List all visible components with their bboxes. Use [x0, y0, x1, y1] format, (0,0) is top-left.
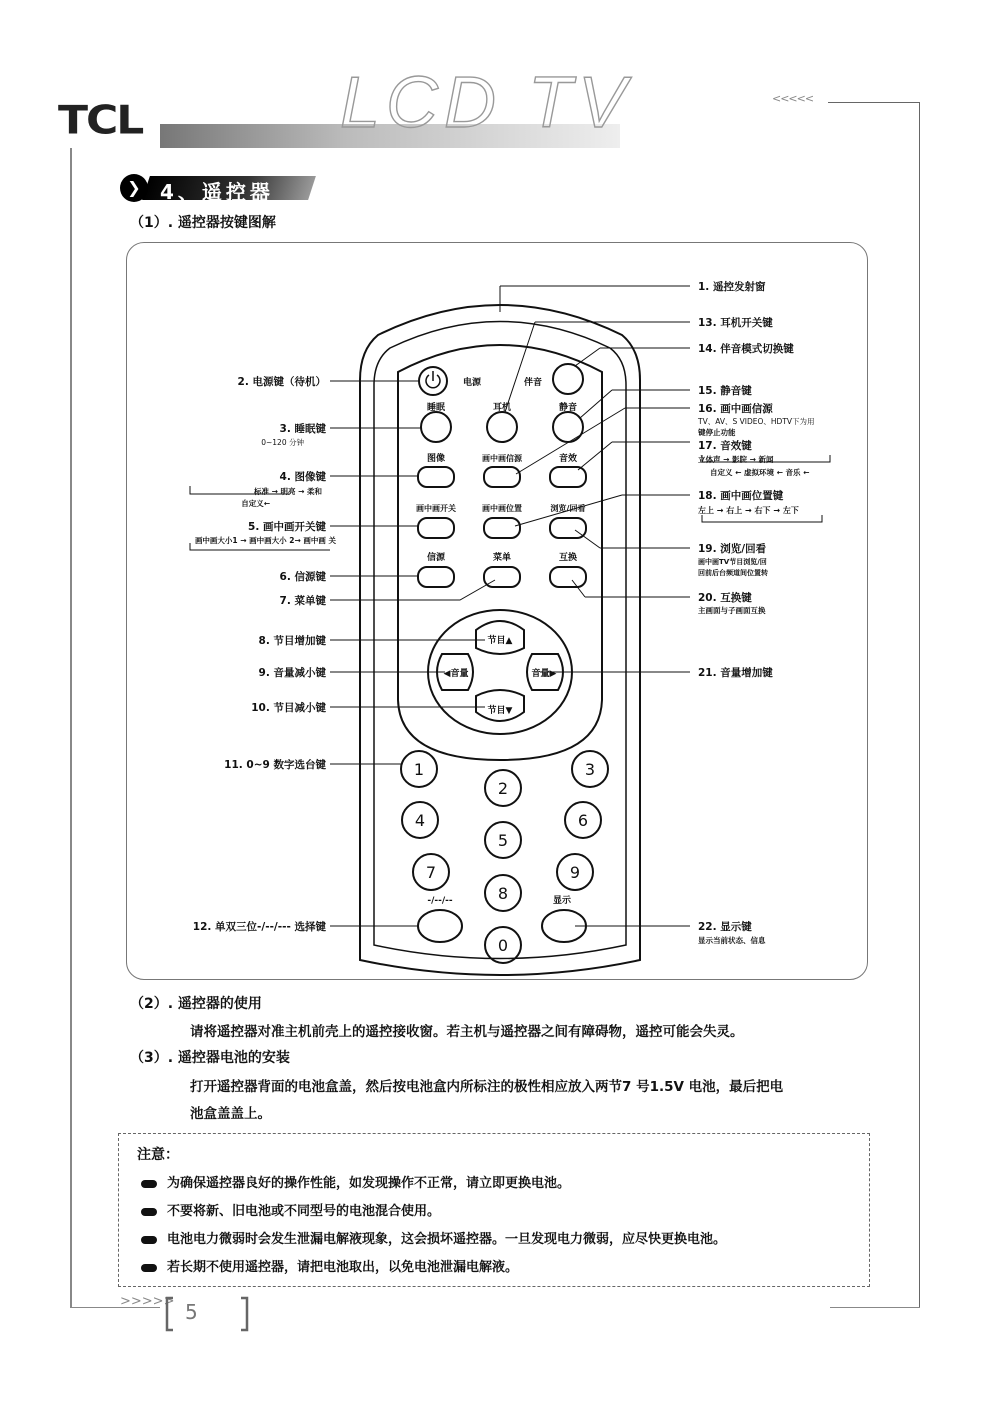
product-title: LCD TV	[340, 63, 633, 143]
usage-paragraph: 请将遥控器对准主机前壳上的遥控接收窗。若主机与遥控器之间有障碍物，遥控可能会失灵。	[190, 1024, 744, 1040]
label-picture-modes: 标准 → 明亮 → 柔和	[253, 487, 322, 496]
pip-switch-button	[418, 518, 454, 538]
pip-source-button	[484, 467, 520, 487]
picture-button	[418, 467, 454, 487]
pip-pos-label: 画中画位置	[482, 504, 522, 513]
browse-button	[550, 518, 586, 538]
page-arrows: >>>>>	[120, 1294, 175, 1309]
page-number: 5	[185, 1300, 198, 1324]
label-picture-custom: 自定义←	[241, 499, 270, 508]
label-digit-mode-key: 12. 单双三位-/--/--- 选择键	[192, 921, 326, 933]
digit-6-label: 6	[577, 811, 589, 830]
label-audio-key: 17. 音效键	[698, 440, 752, 452]
notes-item: 若长期不使用遥控器，请把电池取出，以免电池泄漏电解液。	[141, 1256, 518, 1275]
notes-item: 为确保遥控器良好的操作性能，如发现操作不正常，请立即更换电池。	[141, 1172, 570, 1191]
vol-down-label: ◀音量	[443, 669, 469, 679]
picture-label: 图像	[426, 454, 446, 464]
source-label: 信源	[426, 553, 446, 563]
label-swap-note: 主画面与子画面互换	[698, 606, 766, 615]
mute-button	[553, 412, 583, 442]
menu-button	[484, 567, 520, 587]
digit-7-label: 7	[425, 863, 437, 882]
label-mute-key: 15. 静音键	[698, 385, 752, 397]
digit-mode-label: -/--/--	[427, 896, 453, 906]
label-ch-up-key: 8. 节目增加键	[258, 635, 326, 647]
label-display-key: 22. 显示键	[698, 921, 752, 933]
swap-label: 互换	[558, 553, 578, 563]
label-sleep-key: 3. 睡眠键	[279, 423, 326, 435]
power-icon	[426, 371, 440, 388]
label-ir-window: 1. 遥控发射窗	[698, 281, 766, 293]
earphone-label: 耳机	[492, 403, 512, 413]
digit-9-label: 9	[569, 863, 581, 882]
label-menu-key: 7. 菜单键	[279, 595, 326, 607]
mute-label: 静音	[558, 403, 578, 413]
label-vol-up-key: 21. 音量增加键	[698, 667, 773, 679]
label-audio-modes2: 自定义 ← 虚拟环境 ← 音乐 ←	[710, 468, 810, 477]
subheading-1: （1）. 遥控器按键图解	[130, 215, 276, 231]
pip-switch-label: 画中画开关	[416, 504, 456, 513]
sleep-label: 睡眠	[426, 403, 446, 413]
sleep-button	[421, 412, 451, 442]
label-swap-key: 20. 互换键	[698, 592, 752, 604]
label-browse-note: 画中画TV节目浏览/回	[698, 558, 767, 566]
header-chevrons: <<<<<	[772, 92, 814, 105]
battery-paragraph-line1: 打开遥控器背面的电池盒盖，然后按电池盒内所标注的极性相应放入两节7 号1.5V 电池，最后把电	[190, 1079, 784, 1095]
digit-0-label: 0	[497, 936, 509, 955]
notes-item: 不要将新、旧电池或不同型号的电池混合使用。	[141, 1200, 440, 1219]
label-pip-positions: 左上 → 右上 → 右下 → 左下	[698, 506, 799, 515]
digit-2-label: 2	[497, 779, 509, 798]
vol-up-label: 音量▶	[531, 669, 557, 679]
label-browse-note2: 回前后台频道间位置转	[698, 569, 768, 577]
digit-3-label: 3	[584, 760, 596, 779]
digit-4-label: 4	[414, 811, 426, 830]
display-label: 显示	[552, 896, 572, 906]
page-number-bracket	[165, 1296, 249, 1332]
swap-button	[550, 567, 586, 587]
audio-label: 音效	[558, 454, 578, 464]
subheading-3: （3）. 遥控器电池的安装	[130, 1050, 290, 1066]
sound-button	[553, 364, 583, 394]
label-digit-keys: 11. 0~9 数字选台键	[224, 759, 326, 771]
battery-paragraph-line2: 池盒盖盖上。	[190, 1106, 271, 1122]
label-vol-down-key: 9. 音量减小键	[258, 667, 326, 679]
browse-label: 浏览/回看	[550, 504, 586, 513]
brand-logo: TCL	[58, 97, 143, 144]
power-label: 电源	[462, 378, 482, 388]
notes-box	[118, 1133, 870, 1287]
arrow-right-icon: ❯	[120, 174, 148, 202]
sound-label: 伴音	[523, 378, 543, 388]
notes-title: 注意：	[137, 1147, 179, 1163]
label-pip-source-key: 16. 画中画信源	[698, 403, 773, 415]
label-power-key: 2. 电源键（待机）	[237, 376, 326, 388]
label-display-note: 显示当前状态、信息	[698, 936, 766, 945]
label-pip-pos-key: 18. 画中画位置键	[698, 490, 784, 502]
digit-1-label: 1	[413, 760, 425, 779]
menu-label: 菜单	[492, 553, 512, 563]
audio-button	[550, 467, 586, 487]
label-sleep-range: 0~120 分钟	[261, 438, 304, 447]
digit-8-label: 8	[497, 884, 509, 903]
notes-item: 电池电力微弱时会发生泄漏电解液现象，这会损坏遥控器。一旦发现电力微弱，应尽快更换电池。	[141, 1228, 726, 1247]
digit-mode-button	[418, 910, 462, 942]
label-sound-mode-key: 14. 伴音模式切换键	[698, 343, 794, 355]
label-pip-sizes: 画中画大小1 → 画中画大小 2→ 画中画 关	[194, 536, 336, 545]
label-audio-modes: 立体声 → 影院 → 新闻	[698, 455, 774, 464]
label-pip-switch-key: 5. 画中画开关键	[248, 521, 326, 533]
pip-pos-button	[484, 518, 520, 538]
label-source-key: 6. 信源键	[279, 571, 326, 583]
pip-source-label: 画中画信源	[482, 454, 522, 463]
digit-5-label: 5	[497, 831, 509, 850]
label-picture-key: 4. 图像键	[279, 471, 326, 483]
label-ch-down-key: 10. 节目减小键	[251, 702, 326, 714]
ch-up-label: 节目▲	[487, 636, 513, 646]
label-earphone-key: 13. 耳机开关键	[698, 317, 773, 329]
ch-down-label: 节目▼	[487, 706, 513, 716]
subheading-2: （2）. 遥控器的使用	[130, 996, 262, 1012]
section-title-text: 4、遥控器	[160, 180, 274, 204]
earphone-button	[487, 412, 517, 442]
label-browse-key: 19. 浏览/回看	[698, 543, 767, 555]
label-pip-source-note: TV、AV、S VIDEO、HDTV下为用	[698, 417, 815, 426]
label-pip-source-note2: 键停止功能	[698, 428, 736, 437]
source-button	[418, 567, 454, 587]
